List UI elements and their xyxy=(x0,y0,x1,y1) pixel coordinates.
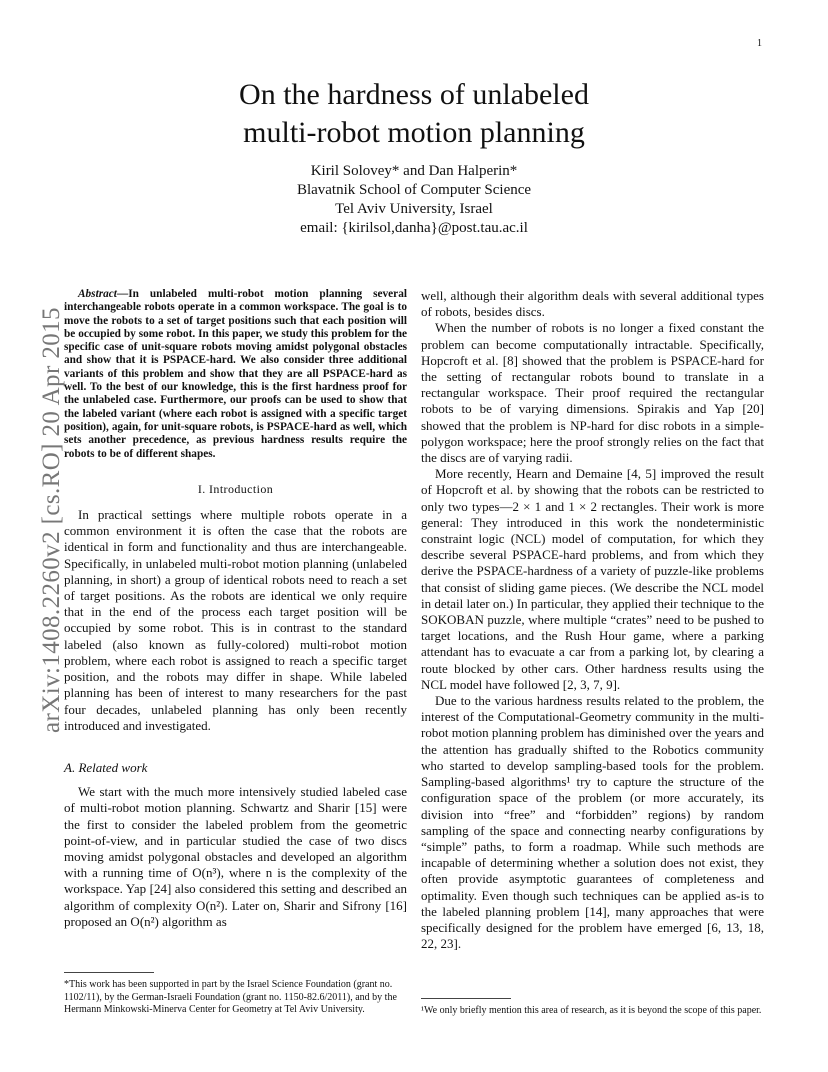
author-block xyxy=(0,162,828,238)
right-paragraph-1: When the number of robots is no longer a fixed constant the problem can become computationally intractable. Specifically, Hopcroft et al. [8] showed that the problem is PSPACE-hard for the setting of rectangular robots bound to translate in a rectangular workspace. Their proof required the rectangular robots to be of varying dimensions. Spirakis and Yap [20] showed that the problem is NP-hard for disc robots in a simple-polygon workspace; here the proof strongly relies on the fact that the discs are of varying radii. xyxy=(421,320,764,466)
left-column xyxy=(64,288,407,930)
footnote-rule xyxy=(421,998,511,999)
page-number: 1 xyxy=(757,38,762,49)
title-line-1: On the hardness of unlabeled xyxy=(239,78,589,111)
footnote-sampling-text: ¹We only briefly mention this area of research, as it is beyond the scope of this paper. xyxy=(421,1005,762,1016)
right-paragraph-2: More recently, Hearn and Demaine [4, 5] improved the result of Hopcroft et al. by showing that the robots can be restricted to only two types—2 × 1 and 1 × 2 rectangles. Their work is more general: They introduced in this work the nondeterministic constraint logic (NCL) model of computation, for which they describe several PSPACE-hard problems, and from which they derive the PSPACE-hardness of a variety of puzzle-like problems that consist of sliding game pieces. (We describe the NCL model in detail later on.) In particular, they applied their technique to the SOKOBAN puzzle, where multiple “crates” need to be pushed to target locations, and the Rush Hour game, where a parking attendant has to evacuate a car from a parking lot, by clearing a route blocked by other cars. Other hardness results using the NCL model have followed [2, 3, 7, 9]. xyxy=(421,466,764,692)
related-work-paragraph-1: We start with the much more intensively studied labeled case of multi-robot motion planning. Schwartz and Sharir [15] were the first to consider the labeled problem from the geometric point-of-view, and in particular studied the case of two discs moving amidst polygonal obstacles and developed an algorithm with a running time of O(n³), where n is the complexity of the workspace. Yap [24] also considered this setting and described an algorithm of complexity O(n²). Later on, Sharir and Sifrony [16] proposed an O(n²) algorithm as xyxy=(64,784,407,929)
author-names: Kiril Solovey* and Dan Halperin* xyxy=(310,163,518,179)
footnote-sampling xyxy=(421,988,764,1018)
subsection-heading-related-work: A. Related work xyxy=(64,759,148,775)
author-email: email: {kirilsol,danha}@post.tau.ac.il xyxy=(300,220,528,236)
intro-paragraph-1: In practical settings where multiple robots operate in a common environment it is often the case that the robots are identical in form and functionality and thus are interchangeable. Specifically, in unlabeled multi-robot motion planning (unlabeled planning, in short) a group of identical robots need to reach a set of target positions. As the robots are identical we only require that in the end of the process each target position will be occupied by some robot. This is in contrast to the standard labeled (also known as fully-colored) multi-robot motion problem, where each robot is assigned to reach a specific target position, and the robots may differ in shape. While labeled planning has been of interest to many researchers for the past four decades, unlabeled planning has only been recently introduced and investigated. xyxy=(64,507,407,733)
author-university: Tel Aviv University, Israel xyxy=(335,201,493,217)
abstract-text: —In unlabeled multi-robot motion planning several interchangeable robots operate in a common workspace. The goal is to move the robots to a set of target positions such that each position will be occupied by some robot. In this paper, we study this problem for the specific case of unit-square robots moving amidst polygonal obstacles and show that it is PSPACE-hard. We also consider three additional variants of this problem and show that they are all PSPACE-hard as well. To the best of our knowledge, this is the first hardness proof for the unlabeled case. Furthermore, our proofs can be used to show that the labeled variant (where each robot is assigned with a specific target position), again, for unit-square robots, is PSPACE-hard as well, which sets another precedence, as previous hardness results require the robots to be of different shapes. xyxy=(64,288,407,460)
section-heading-introduction: I. Introduction xyxy=(197,481,274,496)
footnote-rule xyxy=(64,972,154,973)
arxiv-identifier: arXiv:1408.2260v2 [cs.RO] 20 Apr 2015 xyxy=(38,307,65,733)
author-affiliation: Blavatnik School of Computer Science xyxy=(296,182,532,198)
abstract-label: Abstract xyxy=(78,288,117,300)
right-column xyxy=(421,288,764,952)
right-paragraph-0: well, although their algorithm deals with several additional types of robots, besides discs. xyxy=(421,288,764,320)
abstract xyxy=(64,288,407,461)
title-line-2: multi-robot motion planning xyxy=(243,116,585,149)
footnote-funding xyxy=(64,962,407,1017)
footnote-funding-text: *This work has been supported in part by the Israel Science Foundation (grant no. 1102/11), by the German-Israeli Foundation (grant no. 1150-82.6/2011), and by the Hermann Minkowski-Minerva Center for Geometry at Tel Aviv University. xyxy=(64,979,397,1016)
paper-title xyxy=(0,76,828,152)
right-paragraph-3: Due to the various hardness results related to the problem, the interest of the Computational-Geometry community in the multi-robot motion planning problem has diminished over the years and the attention has gradually shifted to the Robotics community who started to develop sampling-based tools for the problem. Sampling-based algorithms¹ try to capture the structure of the configuration space of the problem (or more accurately, its division into “free” and “forbidden” regions) by random sampling of the space and connecting nearby configurations by “simple” paths, to form a roadmap. While such methods are incapable of determining whether a solution does not exist, they often provide asymptotic guarantees of completeness and optimality. Even though such techniques can be applied as-is to the labeled planning problem [14], many approaches that were specifically designed for the problem have emerged [6, 13, 18, 22, 23]. xyxy=(421,693,764,952)
